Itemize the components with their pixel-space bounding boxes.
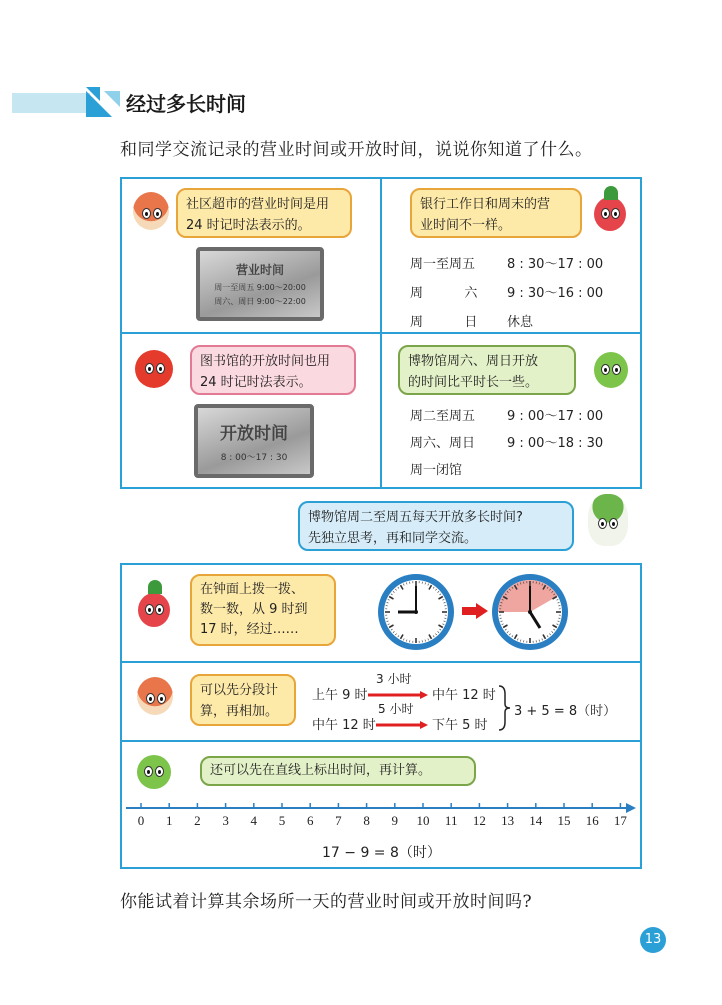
bank-bubble [410, 188, 582, 238]
number-line-tick-label: 12 [472, 813, 486, 828]
bubble-line: 博物馆周二至周五每天开放多长时间? [308, 510, 523, 525]
bubble-line: 17 时，经过…… [200, 622, 299, 637]
number-line-tick-label: 15 [557, 813, 571, 828]
section-icon [86, 87, 120, 117]
number-line-tick-label: 8 [363, 813, 370, 828]
schedule-time: 9 : 00～18 : 30 [507, 436, 604, 451]
radish-leaves-icon [148, 580, 162, 594]
schedule-label: 周一闭馆 [410, 463, 463, 478]
bubble-line: 还可以先在直线上标出时间，再计算。 [210, 763, 432, 778]
bank-schedule [410, 253, 635, 333]
bubble-line: 24 时记时法表示的。 [186, 218, 311, 233]
number-line-tick-label: 7 [335, 813, 342, 828]
closing-question: 你能试着计算其余场所一天的营业时间或开放时间吗? [120, 892, 533, 912]
number-line-tick-label: 5 [278, 813, 286, 828]
header-bar [12, 93, 90, 113]
supermarket-bubble [176, 188, 352, 238]
numberline-method-bubble [200, 756, 476, 786]
segment-to: 中午 12 时 [432, 688, 496, 703]
number-line-tick-label: 6 [306, 813, 314, 828]
segment-from: 中午 12 时 [312, 718, 376, 733]
clock-9-icon [376, 572, 456, 652]
segment-to: 下午 5 时 [432, 718, 488, 733]
bubble-line: 博物馆周六、周日开放 [408, 354, 539, 369]
mushroom-character-icon [133, 192, 169, 230]
museum-schedule [410, 405, 635, 485]
schedule-time: 9 : 00～17 : 00 [507, 409, 604, 424]
bubble-line: 先独立思考，再和同学交流。 [308, 531, 478, 546]
bubble-line: 24 时记时法表示。 [200, 375, 312, 390]
grid-divider-horizontal [122, 740, 640, 742]
schedule-label: 周 六 [410, 286, 478, 301]
pepper-character-icon [137, 755, 171, 789]
question-bubble [298, 501, 574, 551]
section-title: 经过多长时间 [126, 92, 246, 116]
bubble-line: 业时间不一样。 [420, 218, 512, 233]
radish-leaves-icon [604, 186, 618, 200]
arrow-right-icon [376, 721, 428, 729]
arrow-right-icon [462, 603, 488, 619]
clock-method-bubble [190, 574, 336, 646]
segment-duration: 5 小时 [378, 702, 414, 716]
number-line-tick-label: 2 [194, 813, 201, 828]
bubble-line: 社区超市的营业时间是用 [186, 197, 330, 212]
radish-character-icon [594, 197, 626, 231]
bubble-line: 可以先分段计 [200, 683, 279, 698]
segment-method-bubble [190, 674, 296, 726]
number-line-tick-label: 4 [250, 813, 258, 828]
number-line-tick-label: 11 [444, 813, 458, 828]
schedule-time: 9 : 30～16 : 00 [507, 286, 604, 301]
segment-duration: 3 小时 [376, 672, 412, 686]
number-line-tick-label: 17 [613, 813, 627, 828]
museum-bubble [398, 345, 576, 395]
sign-line: 周一至周五 9:00～20:00 [214, 283, 306, 292]
number-line-tick-label: 0 [137, 813, 145, 828]
bubble-line: 银行工作日和周末的营 [420, 197, 551, 212]
sign-line: 8 : 00～17 : 30 [220, 453, 288, 463]
numberline-result: 17 − 9 = 8（时） [322, 845, 441, 861]
mushroom-character-icon [137, 677, 173, 715]
number-line-tick-label: 14 [529, 813, 543, 828]
brace-icon [497, 684, 511, 732]
schedule-label: 周二至周五 [410, 409, 476, 424]
number-line-tick-label: 9 [391, 813, 399, 828]
sign-line: 周六、周日 9:00～22:00 [214, 297, 306, 306]
radish-character-icon [138, 593, 170, 627]
bubble-line: 在钟面上拨一拨、 [200, 582, 305, 597]
tomato-character-icon [135, 350, 173, 388]
bubble-line: 图书馆的开放时间也用 [200, 354, 331, 369]
library-sign [194, 404, 314, 478]
library-bubble [190, 345, 356, 395]
number-line-tick-label: 3 [222, 813, 229, 828]
bubble-line: 的时间比平时长一些。 [408, 375, 539, 390]
arrow-right-icon [368, 691, 428, 699]
schedule-label: 周六、周日 [410, 436, 476, 451]
sign-title: 开放时间 [220, 424, 288, 444]
number-line-tick-label: 13 [501, 813, 515, 828]
number-line-labels [0, 813, 722, 831]
schedule-label: 周 日 [410, 315, 478, 330]
segment-from: 上午 9 时 [312, 688, 368, 703]
page-number: 13 [640, 927, 666, 953]
supermarket-sign [196, 247, 324, 321]
intro-text: 和同学交流记录的营业时间或开放时间，说说你知道了什么。 [120, 140, 593, 160]
cabbage-character-icon [588, 494, 628, 546]
schedule-label: 周一至周五 [410, 257, 476, 272]
grid-divider-horizontal [122, 661, 640, 663]
pepper-character-icon [594, 352, 628, 388]
number-line-tick-label: 16 [585, 813, 599, 828]
number-line-tick-label: 1 [165, 813, 173, 828]
number-line-tick-label: 10 [416, 813, 430, 828]
bubble-line: 算，再相加。 [200, 704, 279, 719]
bubble-line: 数一数，从 9 时到 [200, 602, 308, 617]
clock-17-icon [490, 572, 570, 652]
schedule-time: 休息 [507, 315, 534, 330]
sign-title: 营业时间 [235, 263, 284, 277]
schedule-time: 8 : 30～17 : 00 [507, 257, 604, 272]
segment-result: 3 + 5 = 8（时） [514, 704, 617, 719]
